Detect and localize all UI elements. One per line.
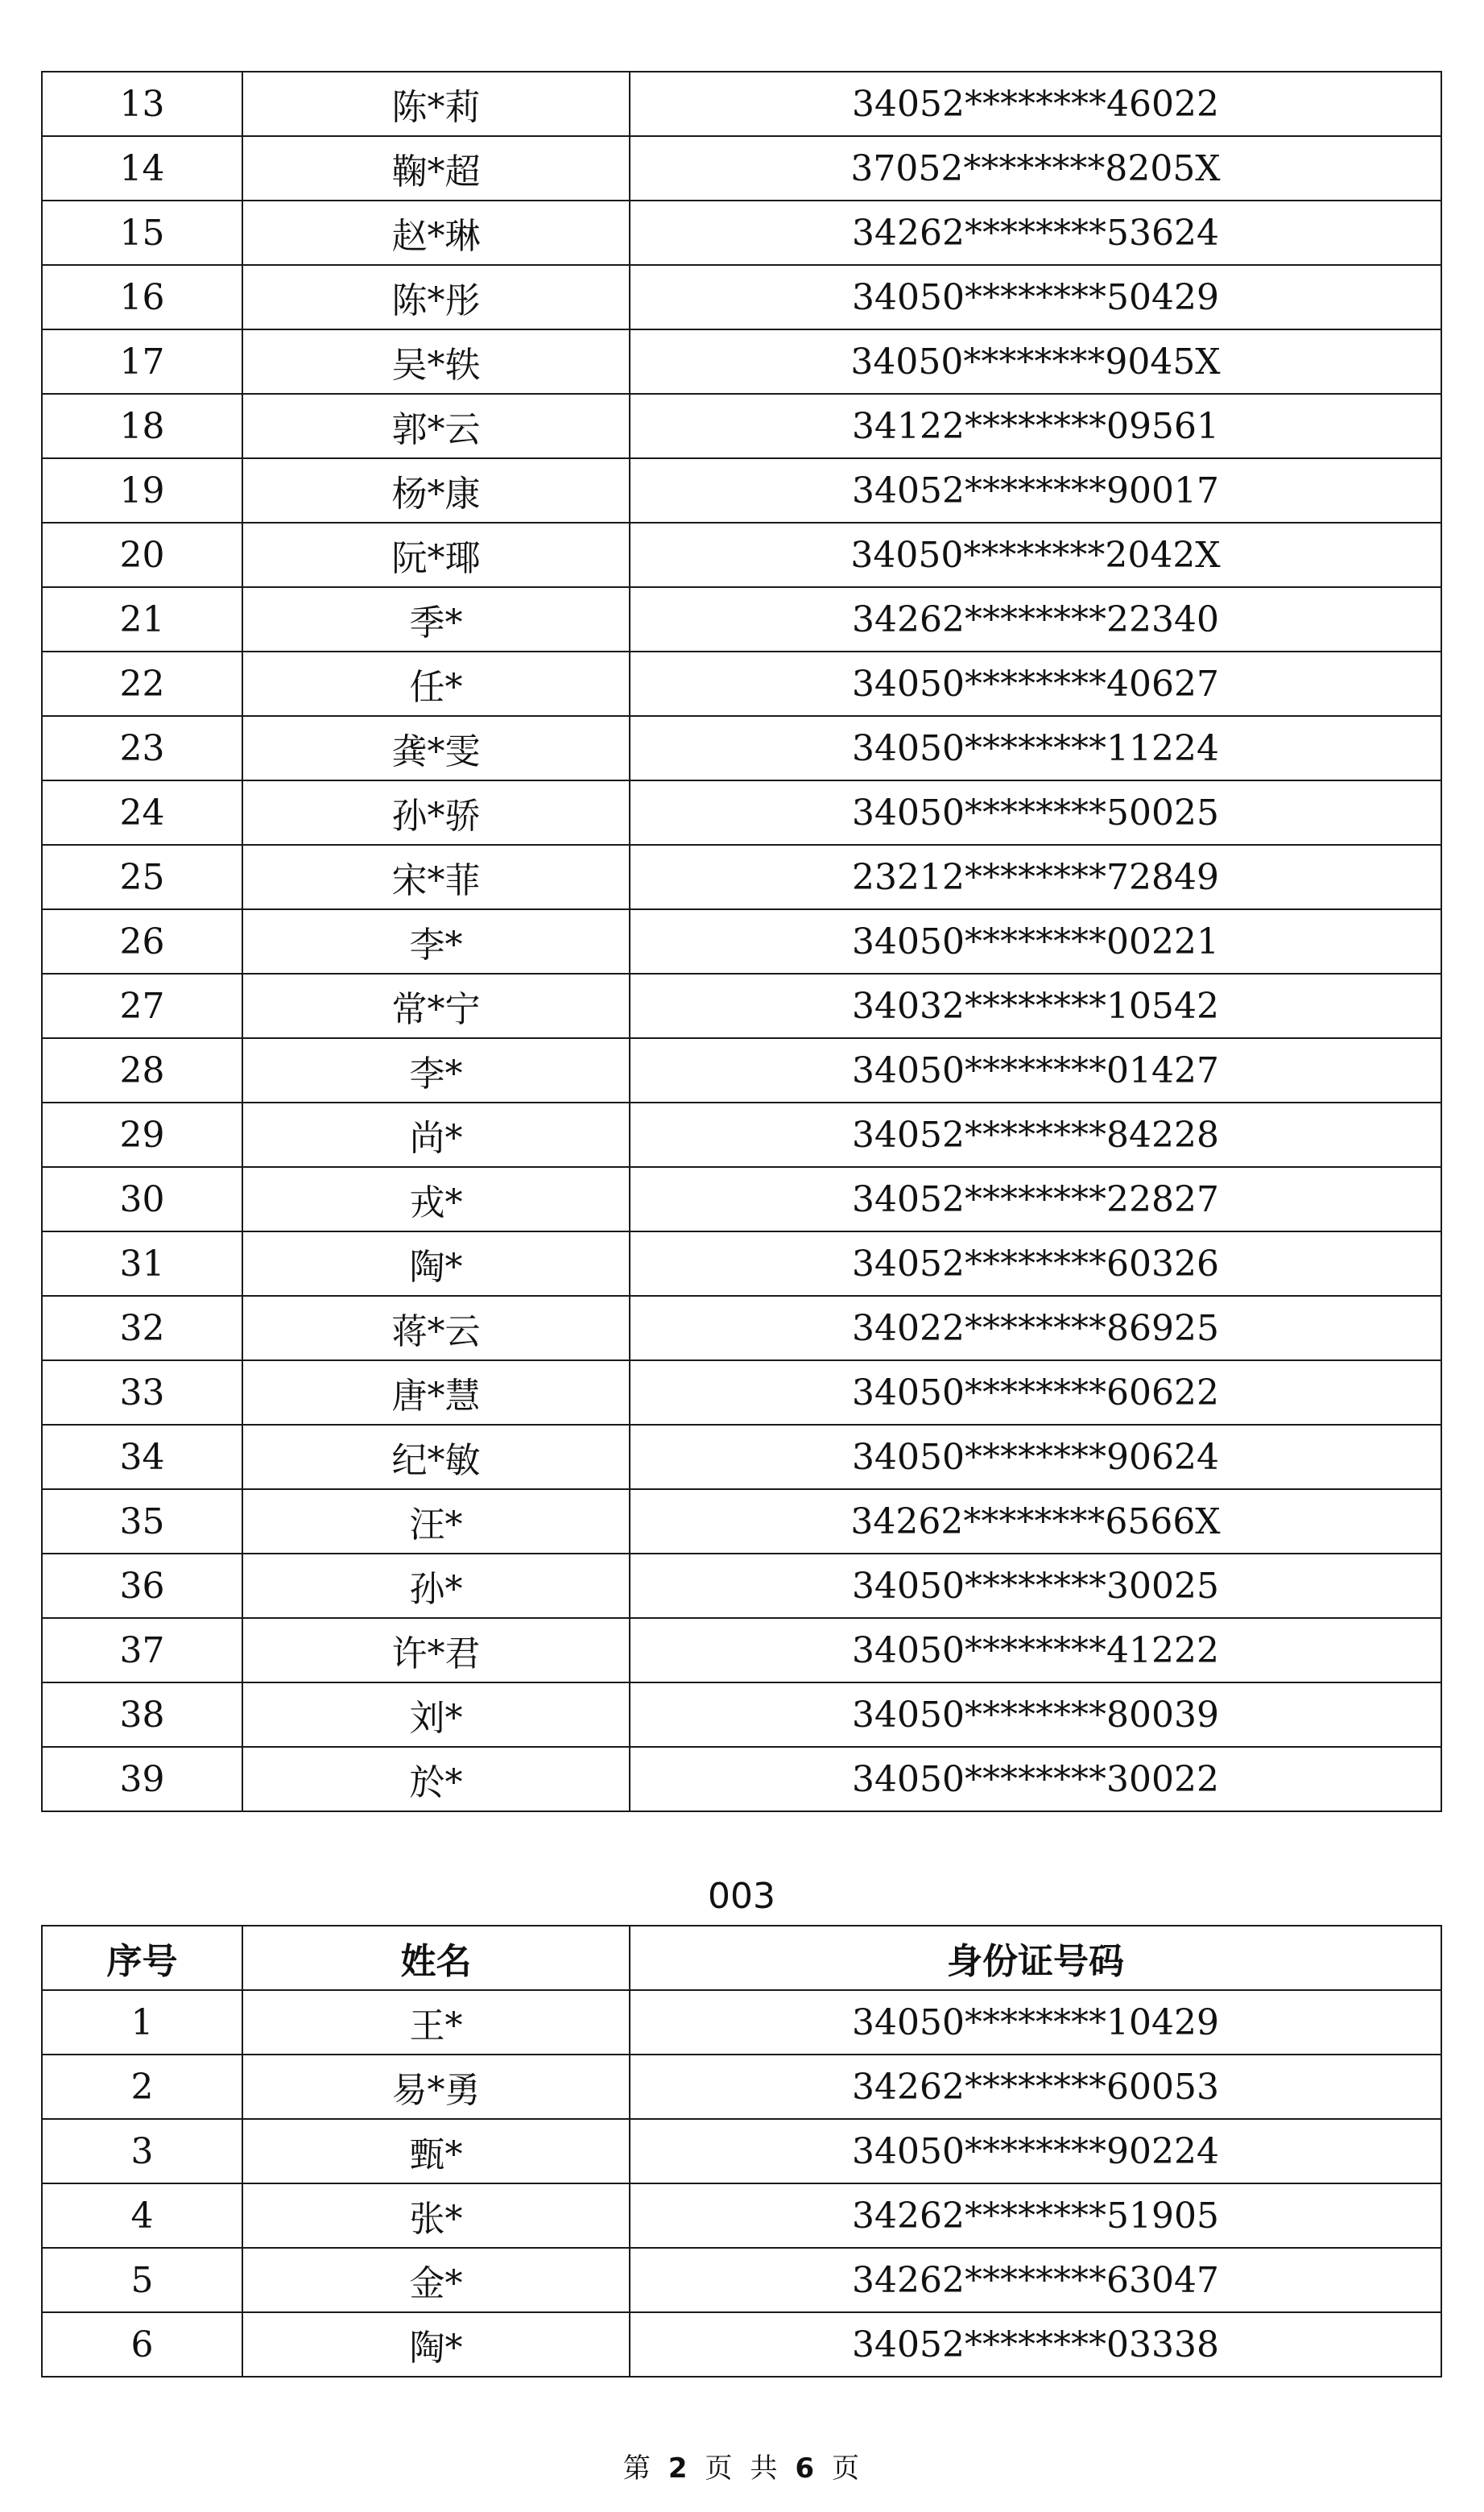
table-row [42,716,1441,780]
cell-id-number: 34052********46022 [630,72,1441,136]
cell-name: 於* [242,1747,630,1811]
cell-id-number: 34022********86925 [630,1296,1441,1360]
table-row [42,265,1441,329]
table-row [42,2055,1441,2119]
table-row [42,652,1441,716]
cell-id-number: 34052********60326 [630,1231,1441,1296]
cell-id-number: 23212********72849 [630,845,1441,909]
cell-name: 王* [242,1990,630,2055]
cell-id-number: 34050********00221 [630,909,1441,974]
table-row [42,1618,1441,1682]
cell-id-number: 34262********60053 [630,2055,1441,2119]
cell-id-number: 34050********30022 [630,1747,1441,1811]
cell-name: 阮*瑘 [242,523,630,587]
cell-name: 李* [242,909,630,974]
table-row [42,1167,1441,1231]
table-row [42,2248,1441,2312]
cell-name: 季* [242,587,630,652]
cell-name: 金* [242,2248,630,2312]
cell-id-number: 34050********40627 [630,652,1441,716]
cell-name: 纪*敏 [242,1425,630,1489]
cell-serial-number: 19 [42,458,242,523]
table-row [42,1554,1441,1618]
cell-serial-number: 16 [42,265,242,329]
footer-page-number: 2 [668,2452,689,2485]
table-row [42,845,1441,909]
cell-id-number: 34050********41222 [630,1618,1441,1682]
cell-name: 易*勇 [242,2055,630,2119]
cell-serial-number: 13 [42,72,242,136]
cell-serial-number: 20 [42,523,242,587]
cell-serial-number: 2 [42,2055,242,2119]
header-name: 姓名 [242,1926,630,1990]
cell-name: 陶* [242,2312,630,2377]
footer-page-word: 页 [705,2452,734,2485]
cell-serial-number: 37 [42,1618,242,1682]
table-row [42,136,1441,201]
cell-id-number: 34262********51905 [630,2183,1441,2248]
roster-table-continued [41,71,1442,1812]
cell-id-number: 34262********53624 [630,201,1441,265]
cell-id-number: 34050********60622 [630,1360,1441,1425]
cell-serial-number: 23 [42,716,242,780]
roster-table-body [42,1990,1441,2377]
cell-serial-number: 4 [42,2183,242,2248]
table-row [42,2119,1441,2183]
cell-id-number: 34262********63047 [630,2248,1441,2312]
cell-id-number: 34052********03338 [630,2312,1441,2377]
cell-name: 郭*云 [242,394,630,458]
table-row [42,2183,1441,2248]
table-header [42,1926,1441,1990]
table-row [42,909,1441,974]
cell-serial-number: 35 [42,1489,242,1554]
table-row [42,1360,1441,1425]
table-row [42,1103,1441,1167]
cell-name: 李* [242,1038,630,1103]
table-row [42,1296,1441,1360]
cell-id-number: 34052********22827 [630,1167,1441,1231]
cell-id-number: 34122********09561 [630,394,1441,458]
table-row [42,458,1441,523]
cell-serial-number: 27 [42,974,242,1038]
cell-name: 陈*莉 [242,72,630,136]
cell-name: 陶* [242,1231,630,1296]
table-row [42,1231,1441,1296]
cell-id-number: 34050********10429 [630,1990,1441,2055]
header-id-number: 身份证号码 [630,1926,1441,1990]
cell-name: 蒋*云 [242,1296,630,1360]
cell-id-number: 34050********2042X [630,523,1441,587]
cell-serial-number: 6 [42,2312,242,2377]
cell-serial-number: 30 [42,1167,242,1231]
cell-serial-number: 34 [42,1425,242,1489]
footer-total-pages: 6 [795,2452,816,2485]
table-row [42,1990,1441,2055]
cell-name: 宋*菲 [242,845,630,909]
cell-name: 尚* [242,1103,630,1167]
table-row [42,1038,1441,1103]
cell-name: 赵*琳 [242,201,630,265]
table-row [42,1682,1441,1747]
cell-serial-number: 25 [42,845,242,909]
table-row [42,1747,1441,1811]
page-footer [0,2448,1484,2489]
cell-name: 汪* [242,1489,630,1554]
cell-serial-number: 33 [42,1360,242,1425]
table-row [42,1425,1441,1489]
cell-serial-number: 5 [42,2248,242,2312]
cell-name: 戎* [242,1167,630,1231]
roster-table-body [42,72,1441,1811]
cell-serial-number: 26 [42,909,242,974]
cell-name: 常*宁 [242,974,630,1038]
cell-id-number: 34262********22340 [630,587,1441,652]
cell-serial-number: 22 [42,652,242,716]
cell-serial-number: 21 [42,587,242,652]
header-serial-number: 序号 [42,1926,242,1990]
cell-name: 许*君 [242,1618,630,1682]
cell-id-number: 34032********10542 [630,974,1441,1038]
cell-serial-number: 38 [42,1682,242,1747]
footer-suffix: 页 [832,2452,862,2485]
cell-serial-number: 28 [42,1038,242,1103]
cell-serial-number: 1 [42,1990,242,2055]
cell-name: 甄* [242,2119,630,2183]
cell-serial-number: 18 [42,394,242,458]
cell-id-number: 34052********90017 [630,458,1441,523]
section-label: 003 [708,1876,775,1917]
cell-name: 龚*雯 [242,716,630,780]
footer-total-word: 共 [750,2452,779,2485]
cell-id-number: 34050********90224 [630,2119,1441,2183]
cell-id-number: 34050********50025 [630,780,1441,845]
cell-id-number: 34050********30025 [630,1554,1441,1618]
cell-id-number: 34050********50429 [630,265,1441,329]
table-row [42,394,1441,458]
cell-name: 吴*轶 [242,329,630,394]
cell-name: 唐*慧 [242,1360,630,1425]
table-row [42,329,1441,394]
table-row [42,523,1441,587]
cell-serial-number: 31 [42,1231,242,1296]
roster-table-003 [41,1925,1442,2378]
cell-name: 孙* [242,1554,630,1618]
cell-serial-number: 36 [42,1554,242,1618]
table-row [42,2312,1441,2377]
header-row [42,1926,1441,1990]
cell-serial-number: 15 [42,201,242,265]
cell-name: 张* [242,2183,630,2248]
cell-name: 陈*彤 [242,265,630,329]
table-row [42,201,1441,265]
cell-id-number: 34050********11224 [630,716,1441,780]
cell-id-number: 34262********6566X [630,1489,1441,1554]
cell-name: 刘* [242,1682,630,1747]
cell-id-number: 34052********84228 [630,1103,1441,1167]
cell-name: 鞠*超 [242,136,630,201]
cell-id-number: 34050********80039 [630,1682,1441,1747]
cell-serial-number: 39 [42,1747,242,1811]
cell-name: 任* [242,652,630,716]
cell-id-number: 34050********90624 [630,1425,1441,1489]
table-row [42,974,1441,1038]
cell-serial-number: 17 [42,329,242,394]
cell-serial-number: 29 [42,1103,242,1167]
cell-name: 杨*康 [242,458,630,523]
cell-id-number: 34050********9045X [630,329,1441,394]
cell-serial-number: 3 [42,2119,242,2183]
table-row [42,587,1441,652]
cell-serial-number: 14 [42,136,242,201]
cell-id-number: 37052********8205X [630,136,1441,201]
table-row [42,1489,1441,1554]
cell-name: 孙*骄 [242,780,630,845]
cell-serial-number: 32 [42,1296,242,1360]
footer-prefix: 第 [622,2452,652,2485]
cell-id-number: 34050********01427 [630,1038,1441,1103]
cell-serial-number: 24 [42,780,242,845]
table-row [42,780,1441,845]
table-row [42,72,1441,136]
